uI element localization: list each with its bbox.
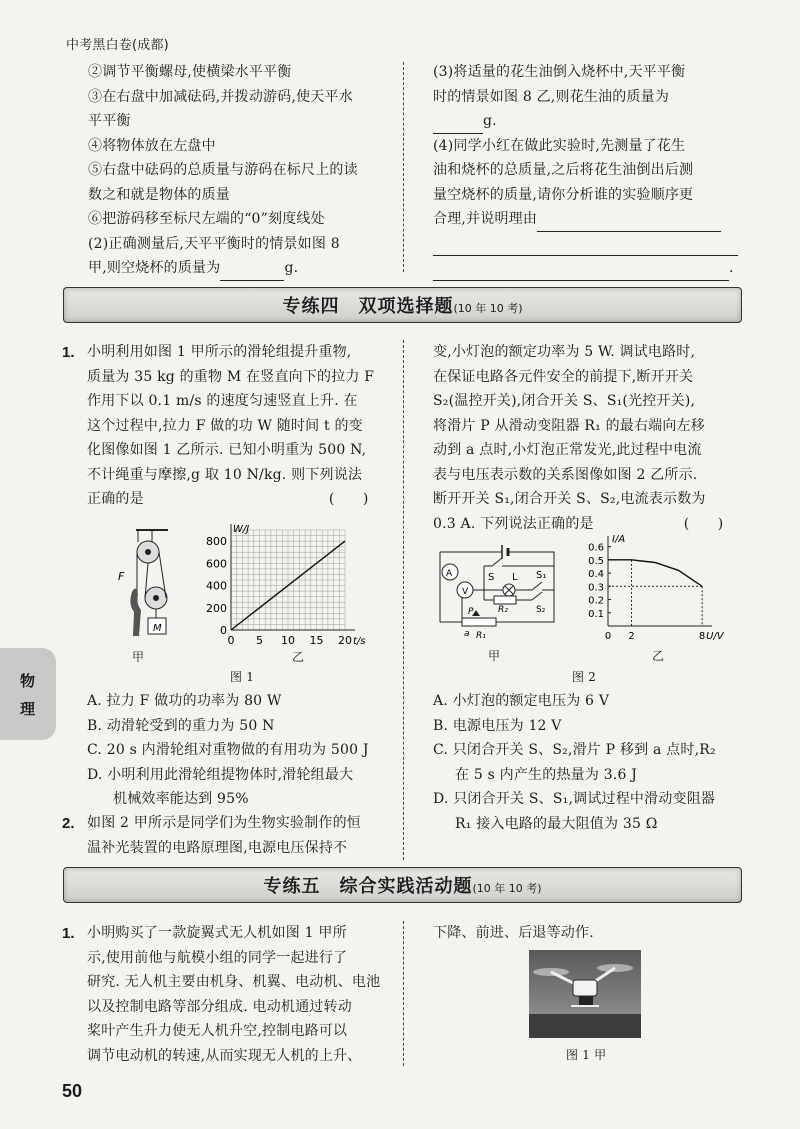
q1-line: 不计绳重与摩擦,g 取 10 N/kg. 则下列说法 [87,466,363,483]
q5-line: 以及控制电路等部分组成. 电动机通过转动 [87,998,352,1015]
q5-stem [87,921,380,1068]
q2-line: 将滑片 P 从滑动变阻器 R₁ 的最右端向左移 [433,417,705,434]
y-tick-label: 400 [206,579,227,593]
q2-option-cont: R₁ 接入电路的最大阻值为 35 Ω [455,815,658,832]
q1-line: 小明利用如图 1 甲所示的滑轮组提升重物, [87,344,352,360]
y-tick-label: 0.1 [588,608,604,620]
x-tick-label: 8 [698,631,706,642]
q3-line [433,109,738,134]
subject-tab [0,648,56,740]
x-tick-label: 15 [309,634,324,647]
step-line: ②调节平衡螺母,使横梁水平平衡 [88,64,292,80]
point-a-label: a [464,629,470,639]
pulley-weight-label: M [153,623,162,634]
answer-blank[interactable] [220,264,284,281]
q2-line: (2)正确测量后,天平平衡时的情景如图 8 [88,235,340,252]
step-line: 平平衡 [88,113,131,129]
q2-line: 表与电压表示数的关系图像如图 2 乙所示. [433,466,698,483]
lamp-label: L [512,572,518,583]
x-tick-label: 2 [628,631,635,642]
q5-line: 示,使用前他与航模小组的同学一起进行了 [87,949,348,966]
r2-label: R₂ [498,605,508,615]
q2-line: 断开开关 S₁,闭合开关 S、S₂,电流表示数为 [433,491,706,507]
pulley-force-label: F [118,570,125,583]
q2-line: 在保证电路各元件安全的前提下,断开开关 [433,368,694,385]
page-number: 50 [62,1081,83,1101]
step-line: ③在右盘中加减砝码,并拨动游码,使天平水 [88,88,353,105]
column-divider [403,340,404,860]
q2-option[interactable]: B. 电源电压为 12 V [433,717,562,734]
x-tick-label: 0 [604,631,612,642]
q1-option[interactable]: B. 动滑轮受到的重力为 50 N [87,717,275,734]
fig2-sub-jia: 甲 [488,649,501,663]
pulley-diagram [108,522,198,652]
r1-label: R₁ [476,631,486,641]
y-tick-label: 0.2 [588,595,604,607]
q1-line: 化图像如图 1 乙所示. 已知小明重为 500 N, [87,442,367,458]
q2-options [433,689,716,836]
y-tick-label: 0.3 [588,582,604,594]
switch-s-label: S [488,572,495,583]
q3-line: (3)将适量的花生油倒入烧杯中,天平平衡 [433,64,686,80]
q3-unit: g. [483,113,497,129]
q4-line: (4)同学小红在做此实验时,先测量了花生 [433,137,686,154]
q1-line: 质量为 35 kg 的重物 M 在竖直向下的拉力 F [87,368,375,385]
q4-end: . [729,260,734,276]
x-tick-label: 5 [256,634,263,647]
circuit-diagram [432,540,562,650]
data-curve [608,560,702,586]
section4-sub: (10 年 10 考) [453,302,523,315]
y-tick-label: 0.6 [588,542,604,554]
step-line: 数之和就是物体的质量 [88,186,230,203]
q5-line: 桨叶产生升力使无人机升空,控制电路可以 [87,1023,348,1039]
subject-char: 理 [20,700,36,718]
fig1-sub-yi: 乙 [292,650,305,664]
section5-title: 专练五 综合实践活动题 [263,876,473,897]
q1-option[interactable]: C. 20 s 内滑轮组对重物做的有用功为 500 J [87,742,369,758]
work-time-chart [195,522,375,652]
y-tick-label: 0.4 [588,569,604,581]
answer-blank[interactable] [433,117,483,134]
voltmeter-label: V [462,587,469,597]
q4-line [433,207,738,232]
switch-s2-label: S₂ [536,605,546,615]
q2-option[interactable]: D. 只闭合开关 S、S₁,调试过程中滑动变阻器 [433,791,716,807]
q2-line: 变,小灯泡的额定功率为 5 W. 调试电路时, [433,344,696,360]
answer-blank[interactable] [433,239,738,256]
step-line: ⑥把游码移至标尺左端的“0”刻度线处 [88,211,325,227]
q2-stem-left [87,811,361,860]
step-line: ⑤右盘中砝码的总质量与游码在标尺上的读 [88,162,358,178]
fig-drone-caption: 图 1 甲 [566,1048,607,1062]
q2-option[interactable]: C. 只闭合开关 S、S₂,滑片 P 移到 a 点时,R₂ [433,742,716,758]
q1-option[interactable]: D. 小明利用此滑轮组提物体时,滑轮组最大 [87,766,354,783]
subject-char: 物 [20,672,36,690]
section5-sub: (10 年 10 考) [472,882,542,895]
y-tick-label: 800 [206,535,227,549]
ammeter-label: A [446,569,453,579]
q5-right-line: 下降、前进、后退等动作. [433,925,594,941]
y-tick-label: 200 [206,601,227,615]
drone-photo [529,950,641,1038]
q1-stem [87,340,374,512]
q1-option[interactable]: A. 拉力 F 做功的功率为 80 W [87,693,282,709]
q4-line [433,232,738,257]
q2-line: 如图 2 甲所示是同学们为生物实验制作的恒 [87,815,362,831]
q1-line: 这个过程中,拉力 F 做的功 W 随时间 t 的变 [87,417,363,434]
fig2-caption: 图 2 [572,670,597,684]
y-axis-label: W/J [233,524,250,535]
q3-line: 时的情景如图 8 乙,则花生油的质量为 [433,88,670,105]
q5-line: 研究. 无人机主要由机身、机翼、电动机、电池 [87,974,381,990]
q2-line: 动到 a 点时,小灯泡正常发光,此过程中电流 [433,442,702,458]
y-tick-label: 0 [220,624,227,637]
q2-line: S₂(温控开关),闭合开关 S、S₁(光控开关), [433,393,696,409]
x-axis-label: U/V [706,631,724,642]
x-tick-label: 20 [338,634,352,647]
x-tick-label: 0 [227,634,235,647]
x-tick-label: 10 [281,634,295,647]
step-line: ④将物体放在左盘中 [88,137,216,154]
fig1-caption: 图 1 [230,670,255,684]
q5-number: 1. [62,925,75,942]
q1-line: 作用下以 0.1 m/s 的速度匀速竖直上升. 在 [87,393,358,409]
fig1-sub-jia: 甲 [132,650,145,664]
q2-text: 甲,则空烧杯的质量为 [88,260,221,276]
q1-number: 1. [62,344,75,361]
q5-line: 小明购买了一款旋翼式无人机如图 1 甲所 [87,925,347,941]
person-figure [130,588,141,636]
answer-paren[interactable]: ( ) [683,515,724,532]
q2-option-cont: 在 5 s 内产生的热量为 3.6 J [455,766,638,783]
q2-unit: g. [284,260,299,276]
q4-text: 合理,并说明理由 [433,211,538,227]
q2-stem-right [433,340,723,536]
answer-blank[interactable] [537,215,721,232]
column-divider [403,62,404,272]
y-tick-label: 600 [206,557,227,571]
current-voltage-chart [570,530,740,645]
q2-line: 温补光装置的电路原理图,电源电压保持不 [87,839,348,856]
section4-title: 专练四 双项选择题 [282,296,454,317]
book-title: 中考黑白卷(成都) [66,38,169,53]
q2-option[interactable]: A. 小灯泡的额定电压为 6 V [433,693,610,709]
q2-line [88,256,358,281]
top-right-questions [433,60,738,281]
column-divider [403,921,404,1066]
switch-s1-label: S₁ [536,570,547,581]
q4-line: 油和烧杯的总质量,之后将花生油倒出后测 [433,162,694,178]
q1-options [87,689,369,812]
y-axis-label: I/A [612,534,626,545]
q2-text: 0.3 A. 下列说法正确的是 [433,515,594,532]
q1-line [87,487,374,512]
q1-text: 正确的是 [87,491,144,507]
q4-line: 量空烧杯的质量,请你分析谁的实验顺序更 [433,186,694,203]
q2-number: 2. [62,815,75,832]
top-left-steps [88,60,358,281]
q1-option-cont: 机械效率能达到 95% [113,791,249,807]
q4-line [433,256,738,281]
section4-banner [63,287,742,323]
answer-paren[interactable]: ( ) [328,491,369,507]
q5-line: 调节电动机的转速,从而实现无人机的上升、 [87,1047,362,1064]
slider-p-label: P [468,607,474,617]
section5-banner [63,867,742,903]
fig2-sub-yi: 乙 [652,649,665,663]
answer-blank[interactable] [433,264,729,281]
x-axis-label: t/s [353,636,366,647]
y-tick-label: 0.5 [588,555,604,567]
